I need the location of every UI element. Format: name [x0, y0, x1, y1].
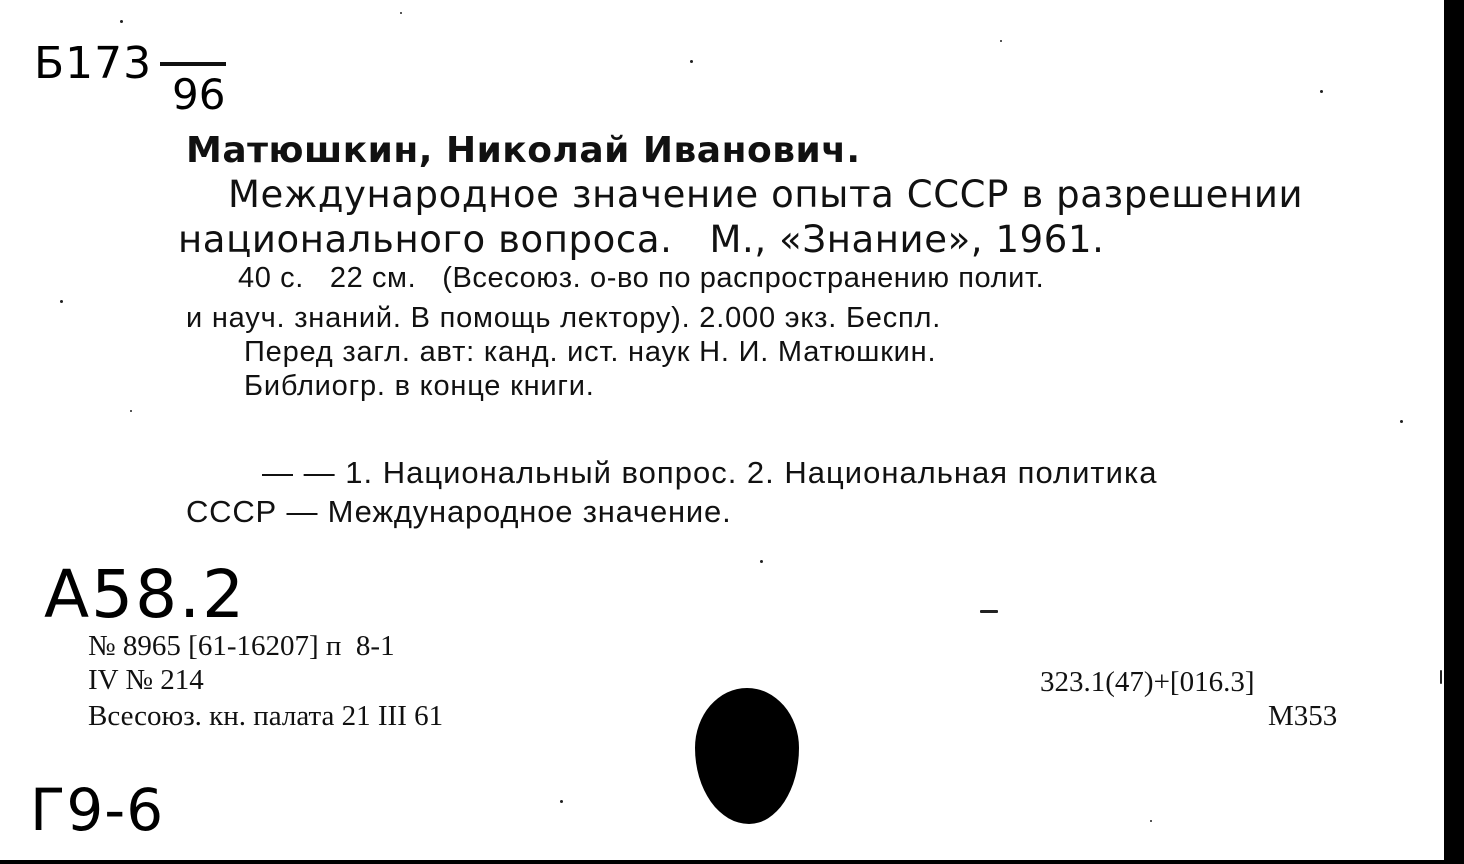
shelfmark-fraction-bar: [160, 62, 226, 66]
description-line-1: 40 с. 22 см. (Всесоюз. о-во по распространению полит.: [238, 262, 1045, 294]
scan-speck: [1320, 90, 1323, 93]
title-line-1: Международное значение опыта СССР в разрешении: [228, 173, 1304, 216]
shelfmark-bottom: Г9-6: [30, 776, 165, 844]
shelfmark-top-code: Б173: [34, 38, 153, 89]
title-line-2: национального вопроса. М., «Знание», 1961.: [178, 218, 1105, 261]
registry-line-2: IV № 214: [88, 664, 204, 696]
card-punch-hole: [695, 688, 799, 824]
subject-line-2: СССР — Международное значение.: [186, 494, 732, 529]
scan-speck: [980, 610, 998, 613]
author-mark: М353: [1268, 700, 1338, 732]
scan-speck: [120, 20, 123, 23]
scan-speck: [130, 410, 132, 412]
registry-line-1: № 8965 [61-16207] п 8-1: [88, 630, 395, 662]
registry-line-3: Всесоюз. кн. палата 21 III 61: [88, 700, 444, 732]
shelfmark-mid: А58.2: [44, 556, 247, 633]
scan-speck: [1000, 40, 1002, 42]
scan-speck: [60, 300, 63, 303]
scan-speck: [560, 800, 563, 803]
scan-speck: [1150, 820, 1152, 822]
scan-speck: [690, 60, 693, 63]
scan-speck: [760, 560, 763, 563]
description-line-2: и науч. знаний. В помощь лектору). 2.000 экз. Беспл.: [186, 302, 942, 334]
author-heading: Матюшкин, Николай Иванович.: [186, 130, 861, 171]
scan-speck: [400, 12, 402, 14]
shelfmark-top-denominator: 96: [172, 70, 226, 119]
description-line-3: Перед загл. авт: канд. ист. наук Н. И. Матюшкин.: [244, 336, 937, 368]
scan-speck: [1400, 420, 1403, 423]
subject-line-1: — — 1. Национальный вопрос. 2. Национальная политика: [262, 455, 1158, 490]
description-line-4: Библиогр. в конце книги.: [244, 370, 595, 402]
udc-classification: 323.1(47)+[016.3]: [1040, 666, 1255, 698]
scan-speck: [1440, 670, 1442, 684]
